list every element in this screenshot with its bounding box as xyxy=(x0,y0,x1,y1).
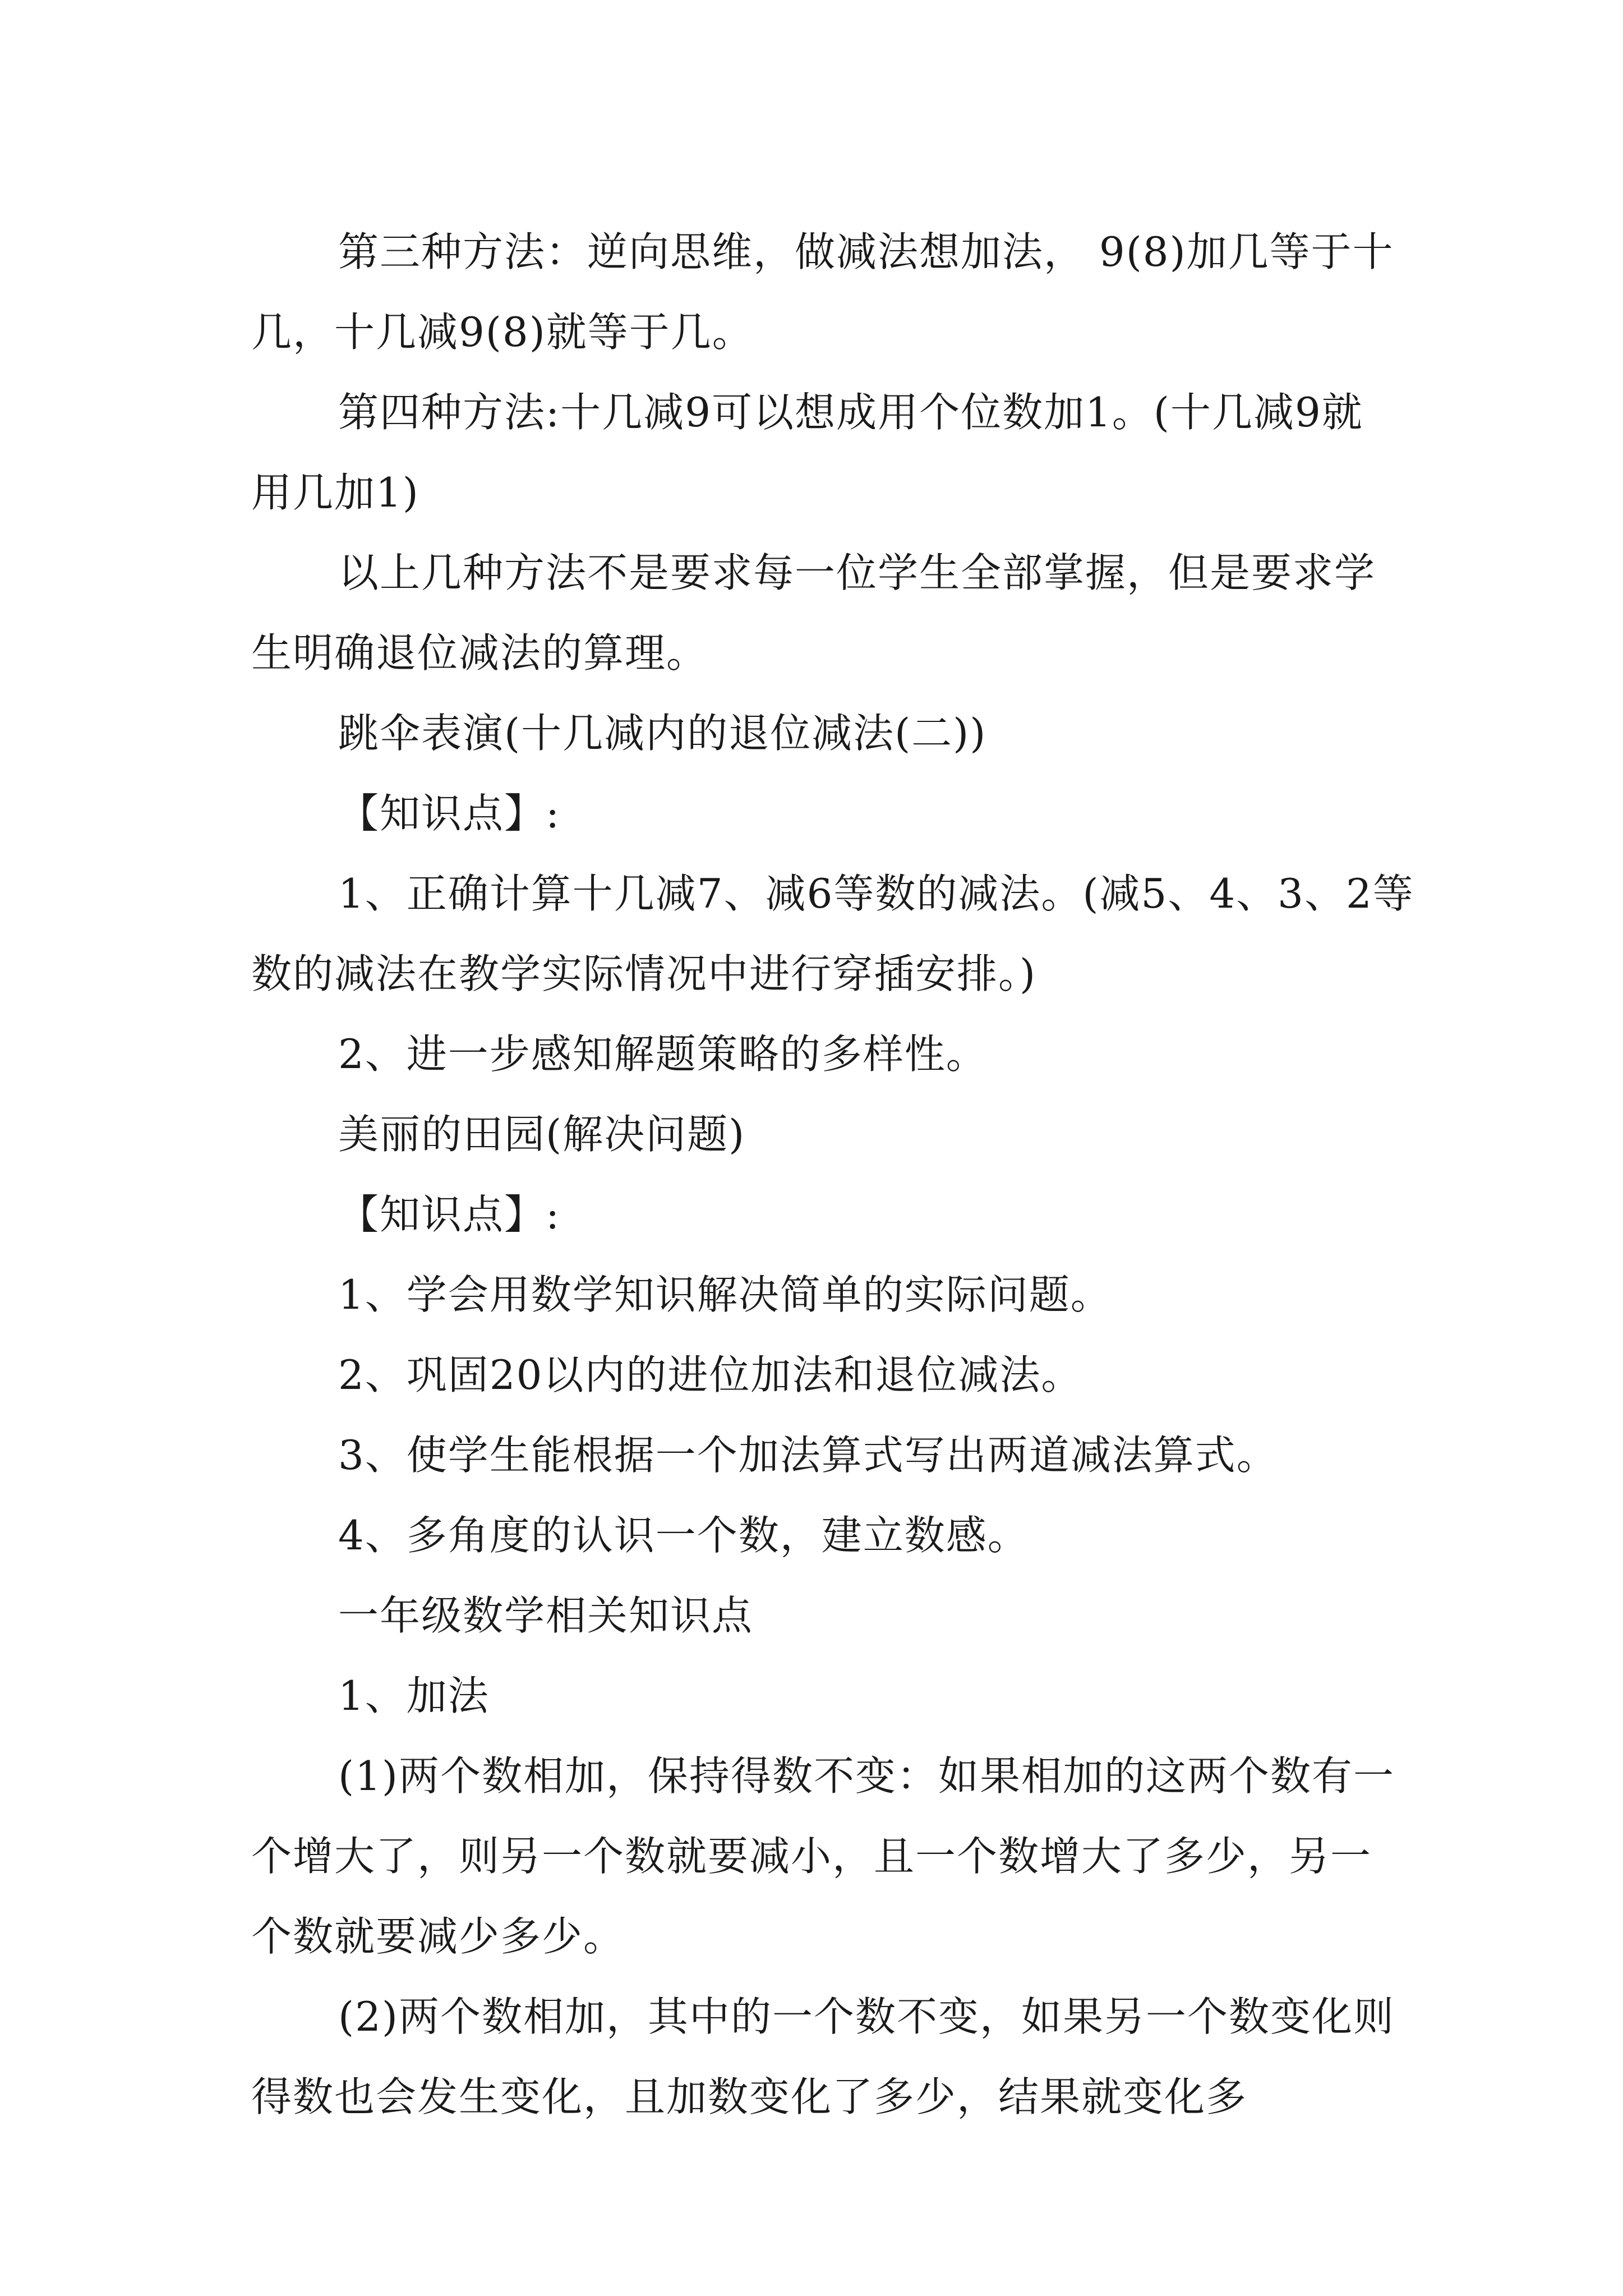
knowledge-item: 4、多角度的认识一个数，建立数感。 xyxy=(338,1512,1029,1559)
addition-rule-two: (2)两个数相加，其中的一个数不变，如果另一个数变化则得数也会发生变化，且加数变化了多少，结果就变化多 xyxy=(251,1993,1395,2120)
knowledge-item: 2、进一步感知解题策略的多样性。 xyxy=(338,1030,988,1078)
knowledge-item: 1、正确计算十几减7、减6等数的减法。(减5、4、3、2等数的减法在教学实际情况中进行穿插安排。) xyxy=(251,870,1414,997)
subsection-heading-addition: 1、加法 xyxy=(338,1672,490,1719)
knowledge-point-label: 【知识点】: xyxy=(338,790,561,837)
knowledge-point-label: 【知识点】: xyxy=(338,1191,561,1238)
knowledge-item: 2、巩固20以内的进位加法和退位减法。 xyxy=(338,1351,1083,1398)
paragraph-method-three: 第三种方法：逆向思维，做减法想加法， 9(8)加几等于十几，十几减9(8)就等于几。 xyxy=(251,228,1394,356)
section-heading-grade-one: 一年级数学相关知识点 xyxy=(338,1592,754,1639)
document-body xyxy=(251,212,1414,2137)
section-heading-parachute: 跳伞表演(十几减内的退位减法(二)) xyxy=(338,710,987,757)
paragraph-method-four: 第四种方法:十几减9可以想成用个位数加1。(十几减9就用几加1) xyxy=(251,389,1363,516)
knowledge-item: 3、使学生能根据一个加法算式写出两道减法算式。 xyxy=(338,1432,1278,1479)
knowledge-item: 1、学会用数学知识解决简单的实际问题。 xyxy=(338,1271,1112,1318)
addition-rule-one: (1)两个数相加，保持得数不变：如果相加的这两个数有一个增大了，则另一个数就要减小，且一个数增大了多少，另一个数就要减少多少。 xyxy=(251,1752,1395,1960)
paragraph-methods-note: 以上几种方法不是要求每一位学生全部掌握，但是要求学生明确退位减法的算理。 xyxy=(251,549,1376,677)
section-heading-garden: 美丽的田园(解决问题) xyxy=(338,1111,746,1158)
